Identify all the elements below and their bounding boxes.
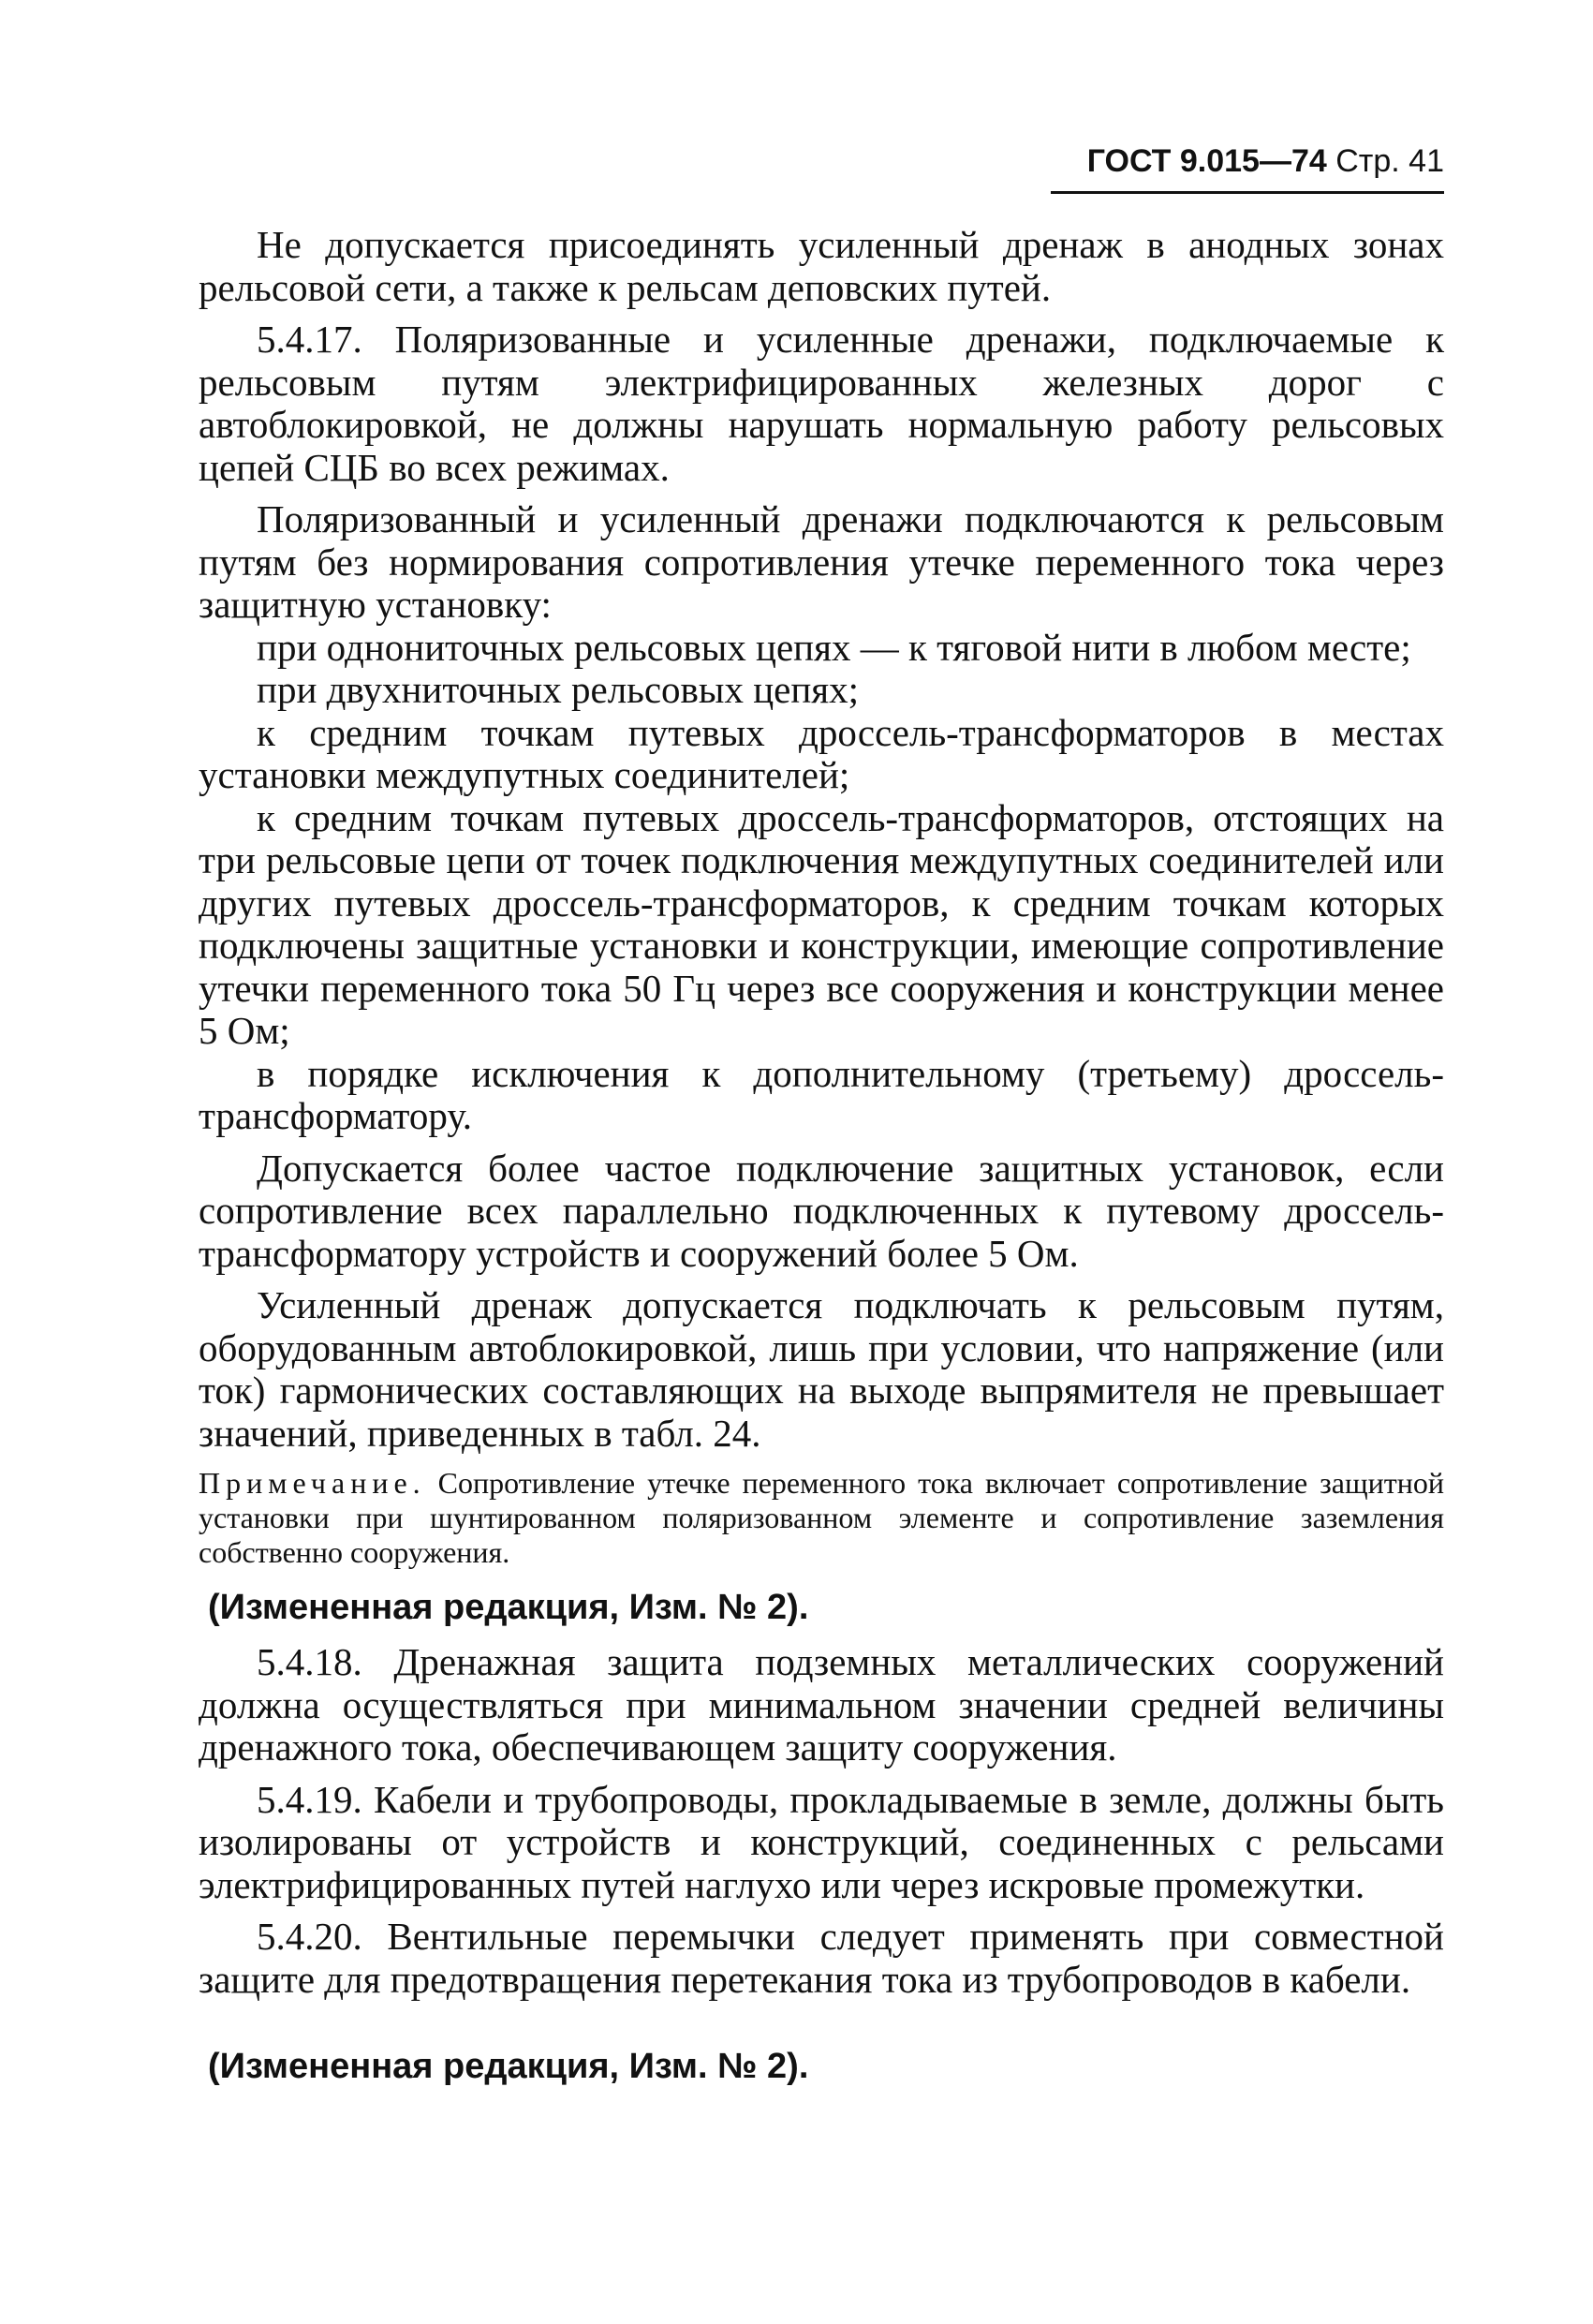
note: [199, 1466, 1444, 1570]
paragraph: Поляризованный и усиленный дренажи подключаются к рельсовым путям без нормирования сопротивления утечке переменного тока через защитную установку:: [199, 497, 1444, 626]
paragraph: Допускается более частое подключение защитных установок, если сопротивление всех параллельно подключенных к путевому дроссель-трансформатору устройств и сооружений более 5 Ом.: [199, 1146, 1444, 1275]
list-item: при двухниточных рельсовых цепях;: [257, 668, 860, 711]
clause-5-4-20: 5.4.20. Вентильные перемычки следует применять при совместной защите для предотвращения перетекания тока из трубопроводов в кабели.: [199, 1915, 1444, 2001]
list-item: к средним точкам путевых дроссель-трансформаторов в местах установки междупутных соединителей;: [199, 710, 1444, 796]
note-label: Примечание.: [199, 1466, 426, 1500]
page-number: Стр. 41: [1335, 143, 1444, 179]
amendment-note: (Измененная редакция, Изм. № 2).: [208, 1588, 809, 1627]
note-text: Сопротивление утечке переменного тока включает сопротивление защитной установки при шунтированном поляризованном элементе и сопротивление заземления собственно сооружения.: [199, 1466, 1445, 1569]
document-page: [199, 141, 1444, 2100]
amendment-note: (Измененная редакция, Изм. № 2).: [208, 2047, 809, 2086]
page-header: [199, 141, 1444, 191]
list-item: в порядке исключения к дополнительному (третьему) дроссель-трансформатору.: [199, 1051, 1444, 1137]
clause-5-4-17: 5.4.17. Поляризованные и усиленные дренажи, подключаемые к рельсовым путям электрифицированных железных дорог с автоблокировкой, не должны нарушать нормальную работу рельсовых цепей СЦБ во всех режимах.: [199, 318, 1444, 489]
standard-number: ГОСТ 9.015—74: [1086, 143, 1327, 179]
clause-5-4-18: 5.4.18. Дренажная защита подземных металлических сооружений должна осуществляться при минимальном значении средней величины дренажного тока, обеспечивающем защиту сооружения.: [199, 1640, 1444, 1769]
clause-5-4-19: 5.4.19. Кабели и трубопроводы, прокладываемые в земле, должны быть изолированы от устройств и конструкций, соединенных с рельсами электрифицированных путей наглухо или через искровые промежутки.: [199, 1777, 1444, 1906]
header-rule: [1051, 191, 1444, 194]
list-item: при однониточных рельсовых цепях — к тяговой нити в любом месте;: [257, 625, 1411, 669]
list-item: к средним точкам путевых дроссель-трансформаторов, отстоящих на три рельсовые цепи от точек подключения междупутных соединителей или других путевых дроссель-трансформаторов, к средним точкам которых подключены защитные установки и конструкции, имеющие сопротивление утечки переменного тока 50 Гц через все сооружения и конструкции менее 5 Ом;: [199, 795, 1444, 1052]
paragraph: Усиленный дренаж допускается подключать к рельсовым путям, оборудованным автоблокировкой, лишь при условии, что напряжение (или ток) гармонических составляющих на выходе выпрямителя не превышает значений, приведенных в табл. 24.: [199, 1283, 1444, 1455]
paragraph: Не допускается присоединять усиленный дренаж в анодных зонах рельсовой сети, а также к рельсам деповских путей.: [199, 223, 1444, 309]
